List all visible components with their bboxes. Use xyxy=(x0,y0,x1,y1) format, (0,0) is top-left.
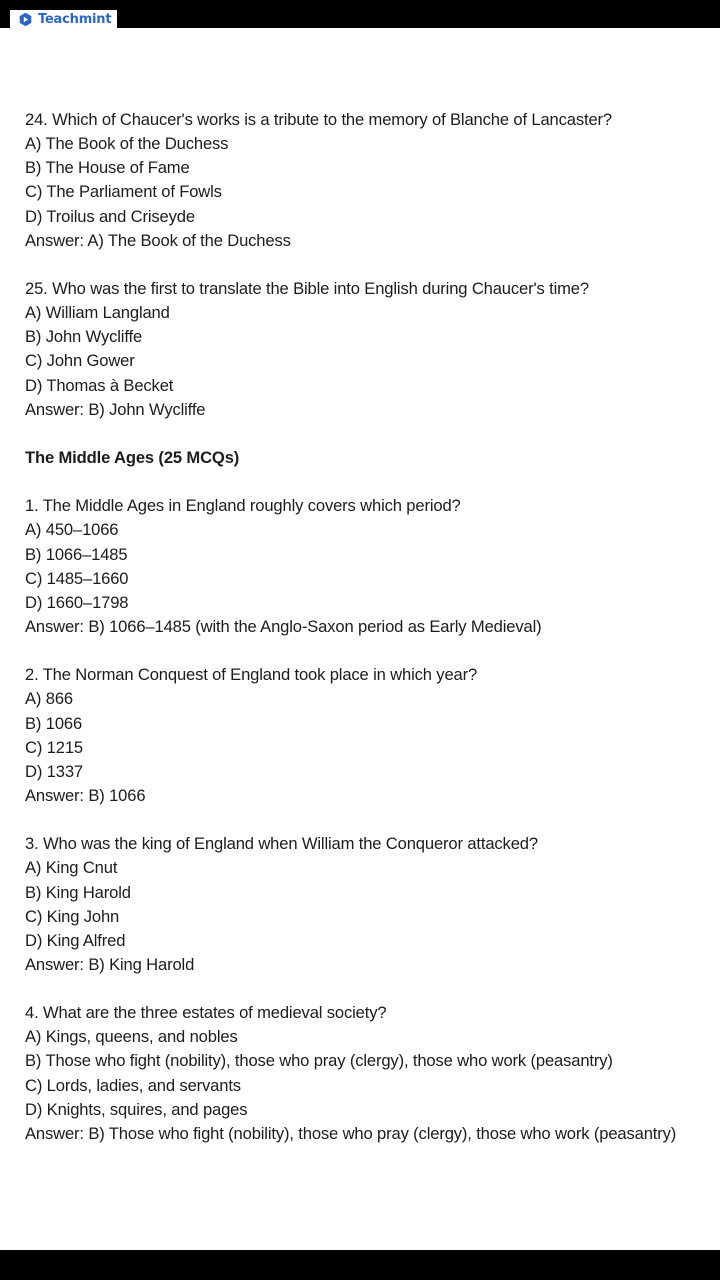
answer-text: Answer: B) Those who fight (nobility), those who pray (clergy), those who work (peasantry) xyxy=(25,1123,677,1143)
answer-text: Answer: B) John Wycliffe xyxy=(25,399,206,419)
answer-text: Answer: B) 1066–1485 (with the Anglo-Saxon period as Early Medieval) xyxy=(25,616,542,636)
option: D) Thomas à Becket xyxy=(25,375,174,395)
teachmint-logo-icon xyxy=(18,12,33,27)
teachmint-brand xyxy=(10,10,117,28)
option: A) Kings, queens, and nobles xyxy=(25,1027,238,1047)
option: D) 1660–1798 xyxy=(25,592,129,612)
question-block xyxy=(25,277,717,422)
question-text: 1. The Middle Ages in England roughly covers which period? xyxy=(25,496,461,516)
option: C) Lords, ladies, and servants xyxy=(25,1075,241,1095)
question-block xyxy=(25,108,717,253)
option: B) The House of Fame xyxy=(25,158,190,178)
document-content xyxy=(25,108,717,1146)
option: B) Those who fight (nobility), those who pray (clergy), those who work (peasantry) xyxy=(25,1051,613,1071)
option: C) John Gower xyxy=(25,351,135,371)
question-text: 25. Who was the first to translate the Bible into English during Chaucer's time? xyxy=(25,278,589,298)
option: A) The Book of the Duchess xyxy=(25,134,229,154)
option: B) 1066 xyxy=(25,713,83,733)
option: A) William Langland xyxy=(25,303,170,323)
option: D) King Alfred xyxy=(25,930,126,950)
option: C) The Parliament of Fowls xyxy=(25,182,222,202)
answer-text: Answer: B) 1066 xyxy=(25,785,146,805)
spacer xyxy=(25,977,717,1001)
option: B) 1066–1485 xyxy=(25,544,128,564)
option: C) 1215 xyxy=(25,737,83,757)
section-heading: The Middle Ages (25 MCQs) xyxy=(25,447,240,467)
option: A) 450–1066 xyxy=(25,520,119,540)
answer-text: Answer: B) King Harold xyxy=(25,954,195,974)
option: A) King Cnut xyxy=(25,858,118,878)
option: D) 1337 xyxy=(25,761,83,781)
spacer xyxy=(25,808,717,832)
spacer xyxy=(25,639,717,663)
question-block xyxy=(25,1001,717,1146)
option: B) King Harold xyxy=(25,882,131,902)
question-text: 2. The Norman Conquest of England took place in which year? xyxy=(25,665,478,685)
option: A) 866 xyxy=(25,689,73,709)
spacer xyxy=(25,253,717,277)
question-block xyxy=(25,663,717,808)
question-text: 4. What are the three estates of medieval society? xyxy=(25,1003,387,1023)
option: D) Knights, squires, and pages xyxy=(25,1099,248,1119)
question-block xyxy=(25,494,717,639)
option: C) 1485–1660 xyxy=(25,568,129,588)
question-text: 24. Which of Chaucer's works is a tribute to the memory of Blanche of Lancaster? xyxy=(25,110,612,129)
brand-name: Teachmint xyxy=(38,11,112,27)
question-block xyxy=(25,832,717,977)
spacer xyxy=(25,422,717,446)
option: B) John Wycliffe xyxy=(25,327,143,347)
question-text: 3. Who was the king of England when William the Conqueror attacked? xyxy=(25,834,538,854)
bottom-bar xyxy=(0,1250,720,1280)
spacer xyxy=(25,470,717,494)
option: D) Troilus and Criseyde xyxy=(25,206,195,226)
option: C) King John xyxy=(25,906,120,926)
answer-text: Answer: A) The Book of the Duchess xyxy=(25,230,291,250)
